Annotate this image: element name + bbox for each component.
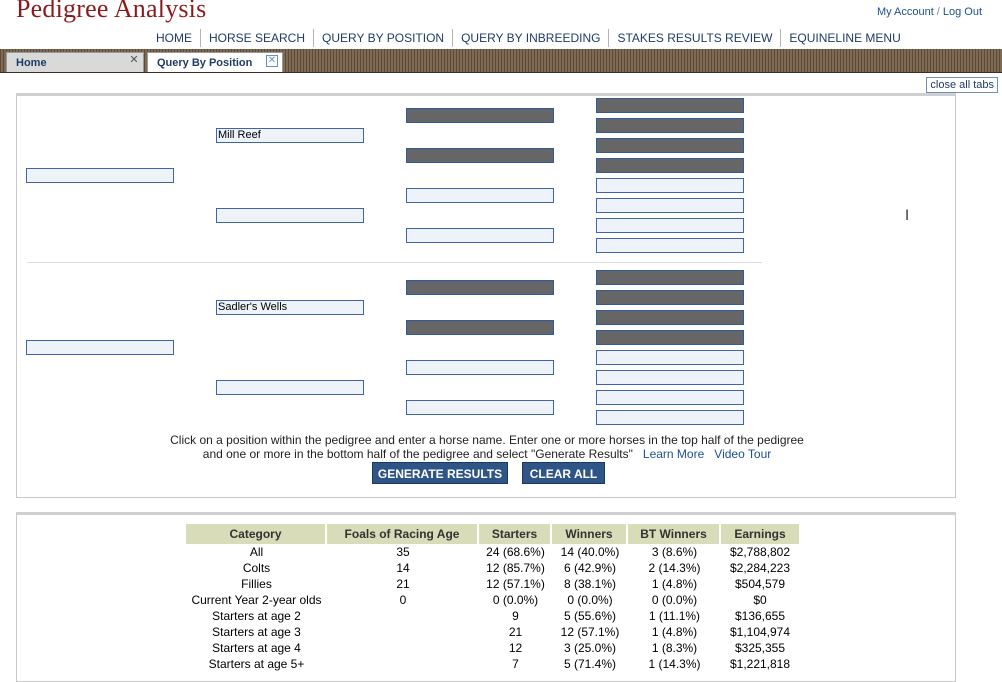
close-icon[interactable]: ✕: [129, 54, 139, 66]
table-cell: 12 (57.1%): [560, 625, 620, 639]
instructions-text: [157, 433, 817, 461]
pedigree-gen3-box[interactable]: [406, 228, 554, 243]
pedigree-gen4-box[interactable]: [596, 218, 744, 233]
pedigree-gen4-box[interactable]: [596, 178, 744, 193]
my-account-link[interactable]: My Account: [876, 6, 934, 18]
nav-stakes-results-review[interactable]: STAKES RESULTS REVIEW: [609, 29, 781, 47]
pedigree-dam-sire[interactable]: Sadler's Wells: [216, 300, 364, 315]
nav-query-by-position[interactable]: QUERY BY POSITION: [314, 29, 453, 47]
pedigree-sire-dam[interactable]: [216, 208, 364, 223]
table-cell: [327, 640, 479, 656]
table-row: [186, 592, 799, 608]
text-cursor-icon: I: [905, 208, 910, 224]
table-cell: $1,221,818: [729, 657, 791, 671]
generate-results-button[interactable]: GENERATE RESULTS: [372, 462, 508, 484]
table-cell: $2,284,223: [729, 561, 791, 575]
pedigree-gen4-box[interactable]: [596, 238, 744, 253]
table-row: [186, 624, 799, 640]
table-row: [186, 560, 799, 576]
table-cell: Current Year 2-year olds: [191, 593, 322, 607]
nav-home[interactable]: HOME: [148, 29, 201, 47]
table-cell: 12 (85.7%): [486, 561, 545, 575]
results-table: [186, 524, 799, 672]
pedigree-gen4-box[interactable]: [596, 118, 744, 133]
table-cell: [327, 656, 479, 672]
pedigree-gen4-box[interactable]: [596, 410, 744, 425]
close-icon[interactable]: ✕: [267, 55, 277, 66]
results-header-row: [186, 524, 799, 544]
main-nav: [148, 29, 909, 47]
column-header-category: Category: [186, 524, 327, 544]
table-row: [186, 656, 799, 672]
table-cell: 14 (40.0%): [560, 545, 620, 559]
table-cell: 21: [396, 577, 410, 591]
table-cell: 3 (8.6%): [651, 545, 698, 559]
table-cell: 0 (0.0%): [567, 593, 613, 607]
pedigree-gen4-box[interactable]: [596, 98, 744, 113]
table-cell: Starters at age 4: [212, 641, 301, 655]
close-all-tabs-button[interactable]: close all tabs: [926, 77, 998, 93]
tab-query-by-position-label: Query By Position: [157, 57, 253, 69]
table-cell: $0: [753, 593, 767, 607]
table-cell: 1 (11.1%): [648, 609, 701, 623]
pedigree-gen3-box[interactable]: [406, 188, 554, 203]
results-panel: [16, 512, 956, 682]
tab-strip: [0, 49, 1002, 73]
instructions-line-1: Click on a position within the pedigree and enter a horse name. Enter one or more horses in the top half of the pedigree: [170, 433, 804, 447]
table-cell: 12: [508, 641, 523, 655]
table-cell: 0: [399, 593, 407, 607]
table-cell: 12 (57.1%): [486, 577, 545, 591]
table-cell: 1 (4.8%): [651, 625, 698, 639]
table-cell: [327, 624, 479, 640]
table-row: [186, 608, 799, 624]
pedigree-gen4-box[interactable]: [596, 390, 744, 405]
pedigree-divider: [27, 262, 762, 263]
nav-equineline-menu[interactable]: EQUINELINE MENU: [789, 31, 901, 45]
table-cell: $2,788,802: [729, 545, 791, 559]
table-cell: Starters at age 3: [212, 625, 301, 639]
account-links: [877, 6, 982, 18]
pedigree-gen4-box[interactable]: [596, 270, 744, 285]
instructions-line-2: and one or more in the bottom half of the pedigree and select "Generate Results": [202, 447, 633, 461]
table-cell: All: [249, 545, 264, 559]
column-header-winners: Winners: [552, 524, 628, 544]
table-cell: 1 (8.3%): [651, 641, 698, 655]
pedigree-panel: [16, 93, 956, 498]
pedigree-gen4-box[interactable]: [596, 370, 744, 385]
table-cell: 5 (55.6%): [563, 609, 617, 623]
pedigree-sire-sire[interactable]: Mill Reef: [216, 128, 364, 143]
column-header-earnings: Earnings: [721, 524, 799, 544]
log-out-link[interactable]: Log Out: [942, 6, 982, 18]
table-cell: $325,355: [734, 641, 786, 655]
pedigree-gen4-box[interactable]: [596, 330, 744, 345]
table-cell: 0 (0.0%): [492, 593, 539, 607]
column-header-foals: Foals of Racing Age: [327, 524, 479, 544]
video-tour-link[interactable]: Video Tour: [714, 447, 772, 461]
tab-query-by-position[interactable]: [147, 52, 283, 72]
table-cell: 14: [396, 561, 410, 575]
clear-all-button[interactable]: CLEAR ALL: [522, 462, 605, 484]
table-cell: Starters at age 2: [212, 609, 301, 623]
tab-home[interactable]: [6, 52, 144, 72]
pedigree-gen3-box[interactable]: [406, 280, 554, 295]
table-row: [186, 576, 799, 592]
learn-more-link[interactable]: Learn More: [642, 447, 705, 461]
table-cell: 8 (38.1%): [563, 577, 617, 591]
table-cell: Starters at age 5+: [208, 657, 305, 671]
account-separator: /: [936, 6, 940, 18]
pedigree-gen4-box[interactable]: [596, 158, 744, 173]
nav-query-by-inbreeding[interactable]: QUERY BY INBREEDING: [453, 29, 609, 47]
pedigree-gen3-box[interactable]: [406, 400, 554, 415]
pedigree-gen4-box[interactable]: [596, 138, 744, 153]
pedigree-dam[interactable]: [26, 340, 174, 355]
column-header-bt-winners: BT Winners: [628, 524, 721, 544]
pedigree-gen4-box[interactable]: [596, 350, 744, 365]
table-cell: 1 (14.3%): [648, 657, 701, 671]
pedigree-gen3-box[interactable]: [406, 320, 554, 335]
table-cell: $136,655: [734, 609, 786, 623]
pedigree-dam-dam[interactable]: [216, 380, 364, 395]
table-cell: $504,579: [734, 577, 786, 591]
table-cell: 9: [512, 609, 519, 623]
table-cell: Fillies: [241, 577, 272, 591]
table-cell: $1,104,974: [729, 625, 791, 639]
table-row: [186, 640, 799, 656]
table-cell: 7: [512, 657, 519, 671]
pedigree-gen4-box[interactable]: [596, 310, 744, 325]
table-row: [186, 544, 799, 560]
column-header-starters: Starters: [479, 524, 552, 544]
table-cell: 6 (42.9%): [563, 561, 617, 575]
table-cell: 24 (68.6%): [486, 545, 545, 559]
table-cell: 21: [508, 625, 523, 639]
pedigree-sire[interactable]: [26, 168, 174, 183]
pedigree-gen3-box[interactable]: [406, 108, 554, 123]
pedigree-gen3-box[interactable]: [406, 148, 554, 163]
app-logo-title: Pedigree Analysis: [16, 0, 207, 23]
table-cell: 1 (4.8%): [651, 577, 698, 591]
pedigree-gen3-box[interactable]: [406, 360, 554, 375]
table-cell: [327, 608, 479, 624]
tab-home-label: Home: [16, 57, 47, 69]
pedigree-gen4-box[interactable]: [596, 290, 744, 305]
pedigree-gen4-box[interactable]: [596, 198, 744, 213]
table-cell: 2 (14.3%): [648, 561, 701, 575]
nav-horse-search[interactable]: HORSE SEARCH: [201, 29, 314, 47]
table-cell: 35: [396, 545, 410, 559]
table-cell: Colts: [242, 561, 271, 575]
table-cell: 0 (0.0%): [651, 593, 698, 607]
table-cell: 3 (25.0%): [563, 641, 617, 655]
table-cell: 5 (71.4%): [563, 657, 617, 671]
